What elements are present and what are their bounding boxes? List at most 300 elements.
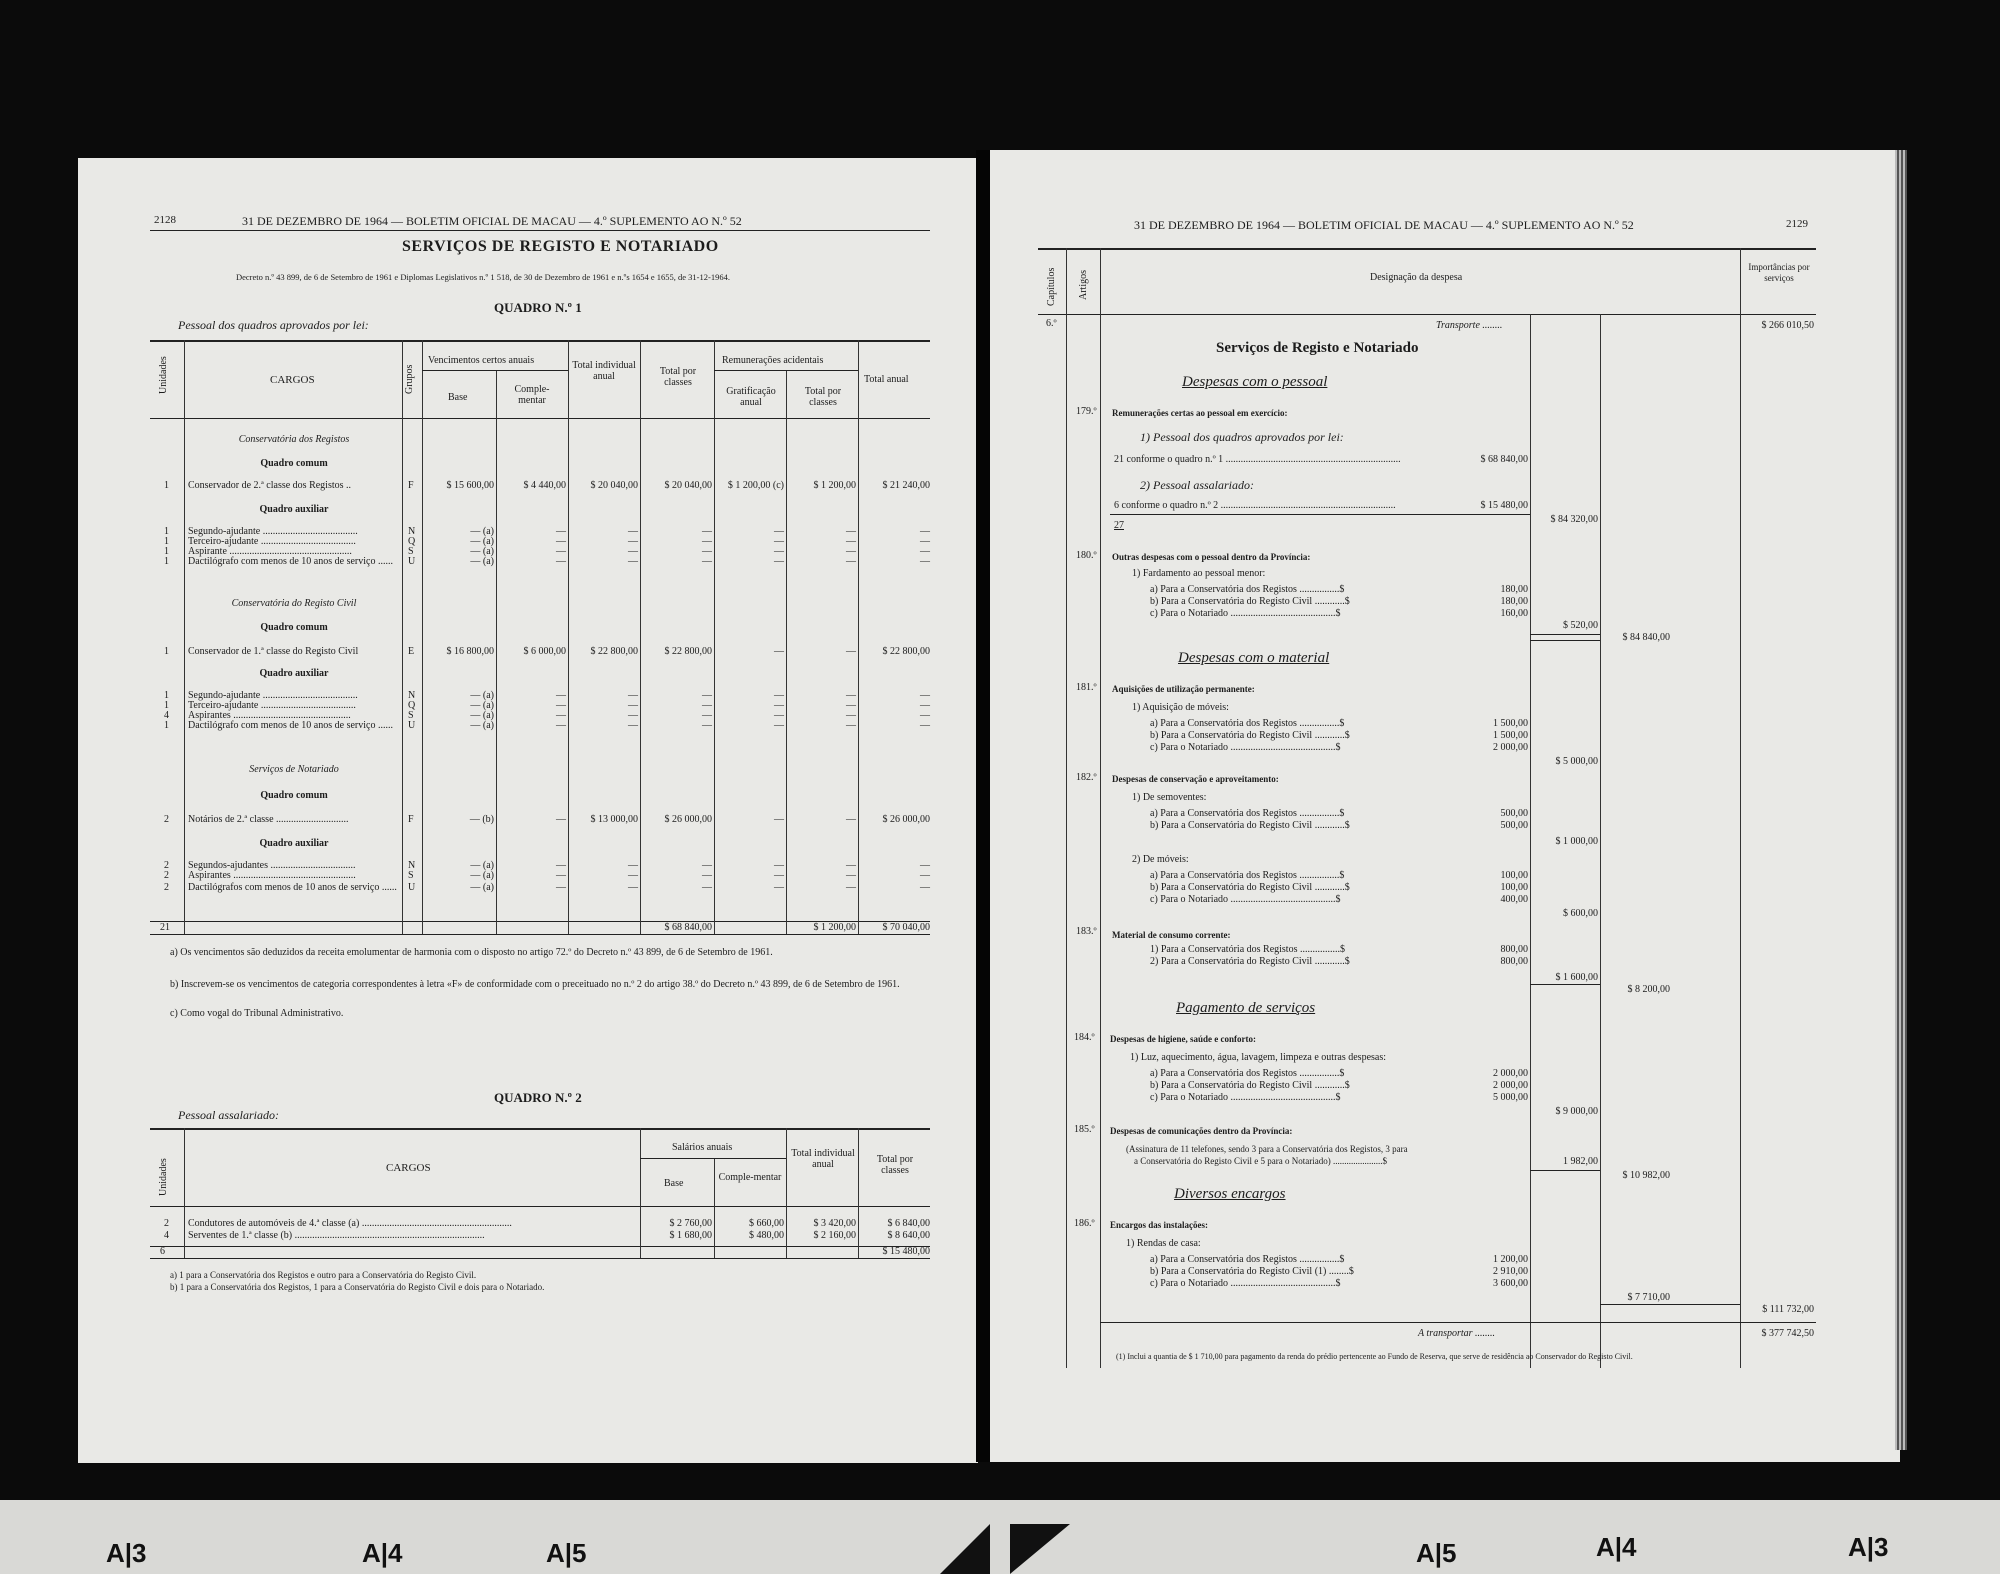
q1-cell-total-anual: — xyxy=(920,556,930,567)
q1-cell-grupo: S xyxy=(408,710,414,721)
q1-cell-unidades: 1 xyxy=(164,546,169,557)
q1-cell-complementar: — xyxy=(556,556,566,567)
article-179-line-3: 2) Pessoal assalariado: xyxy=(1140,478,1254,492)
q1-cell-grupo: F xyxy=(408,480,414,491)
q1-cell-gratificacao: — xyxy=(774,870,784,881)
article-179-line-4: 6 conforme o quadro n.º 2 ...................................................................... xyxy=(1114,500,1396,511)
q1-cell-gratificacao: — xyxy=(774,526,784,537)
q1-cell-complementar: $ 6 000,00 xyxy=(523,646,566,657)
q1-cell-total-individual: — xyxy=(628,870,638,881)
q1-header-complementar: Comple-mentar xyxy=(514,384,550,406)
q1-total-unidades: 21 xyxy=(160,922,170,933)
q1-subsection-heading: Quadro comum xyxy=(260,458,328,469)
col-designacao: Designação da despesa xyxy=(1370,272,1463,283)
film-marker: A|5 xyxy=(1416,1538,1457,1568)
article-181-title: Aquisições de utilização permanente: xyxy=(1112,684,1255,694)
film-marker: A|5 xyxy=(546,1538,587,1568)
q1-cell-unidades: 2 xyxy=(164,870,169,881)
article-184-subtotal: $ 9 000,00 xyxy=(1555,1106,1598,1117)
spine-triangle-left xyxy=(940,1524,990,1574)
q1-cell-total-classes-2: — xyxy=(846,556,856,567)
q1-cell-base: — (a) xyxy=(470,536,494,547)
q1-cell-total-anual: — xyxy=(920,546,930,557)
q1-cell-gratificacao: — xyxy=(774,700,784,711)
article-179-total: $ 84 320,00 xyxy=(1550,514,1598,525)
q1-cell-unidades: 1 xyxy=(164,690,169,701)
q2-cell-base: $ 2 760,00 xyxy=(669,1218,712,1229)
q1-cell-base: $ 15 600,00 xyxy=(446,480,494,491)
q1-header-unidades: Unidades xyxy=(158,356,169,394)
q1-header-grupos: Grupos xyxy=(404,364,415,394)
article-182-line-1: 1) De semoventes: xyxy=(1132,792,1207,803)
q1-cell-grupo: F xyxy=(408,814,414,825)
q1-cell-complementar: — xyxy=(556,710,566,721)
q1-cell-base: — (a) xyxy=(470,546,494,557)
q1-header-total-individual: Total individual anual xyxy=(572,360,636,382)
q2-cell-complementar: $ 660,00 xyxy=(749,1218,784,1229)
q1-cell-total-classes-2: — xyxy=(846,536,856,547)
article-181: 181.º xyxy=(1076,682,1097,693)
chapter-number: 6.º xyxy=(1046,318,1057,329)
transportar-value: $ 377 742,50 xyxy=(1761,1328,1814,1339)
q1-cell-total-individual: — xyxy=(628,710,638,721)
q1-cell-total-classes-2: — xyxy=(846,870,856,881)
q1-cell-total-anual: — xyxy=(920,870,930,881)
q1-header-vencimentos: Vencimentos certos anuais xyxy=(428,355,535,366)
section-pagamento-servicos: Pagamento de serviços xyxy=(1176,1000,1316,1016)
q1-cell-total-individual: — xyxy=(628,546,638,557)
q1-cell-complementar: — xyxy=(556,526,566,537)
q2-cell-cargo: Serventes de 1.ª classe (b) ............................................................................ xyxy=(188,1230,485,1241)
article-179: 179.º xyxy=(1076,406,1097,417)
expense-item-value: 180,00 xyxy=(1500,584,1528,595)
q1-subsection-heading: Quadro auxiliar xyxy=(259,668,329,679)
expense-item-label: b) Para a Conservatória do Registo Civil ............$ xyxy=(1150,820,1350,831)
q2-note-b: b) 1 para a Conservatória dos Registos, 1 para a Conservatória do Registo Civil e dois para o Notariado. xyxy=(170,1282,545,1292)
q2-total-unidades: 6 xyxy=(160,1246,165,1257)
expense-item-value: 3 600,00 xyxy=(1493,1278,1528,1289)
q1-cell-total-individual: — xyxy=(628,860,638,871)
q1-cell-total-classes: — xyxy=(702,536,712,547)
q1-total-classes-2: $ 1 200,00 xyxy=(813,922,856,933)
section-despesas-material: Despesas com o material xyxy=(1178,650,1330,666)
q1-note-a: a) Os vencimentos são deduzidos da receita emolumentar de harmonia com o disposto no artigo 72.º do Decreto n.º 43 899, de 6 de Setembro de 1961. xyxy=(170,947,773,958)
q1-cell-complementar: — xyxy=(556,882,566,893)
q1-section-heading: Conservatória dos Registos xyxy=(238,434,350,445)
article-183-subtotal: $ 1 600,00 xyxy=(1555,972,1598,983)
q1-subsection-heading: Quadro auxiliar xyxy=(259,504,329,515)
article-184-line-1: 1) Luz, aquecimento, água, lavagem, limpeza e outras despesas: xyxy=(1130,1052,1387,1063)
right-running-header: 31 DE DEZEMBRO DE 1964 — BOLETIM OFICIAL DE MACAU — 4.º SUPLEMENTO AO N.º 52 xyxy=(1134,218,1634,232)
q1-cell-unidades: 1 xyxy=(164,556,169,567)
q1-cell-cargo: Aspirantes ................................................. xyxy=(188,870,356,881)
q2-cell-total-classes: $ 6 840,00 xyxy=(887,1218,930,1229)
expense-item-label: b) Para a Conservatória do Registo Civil ............$ xyxy=(1150,1080,1350,1091)
expense-item-label: c) Para o Notariado ..........................................$ xyxy=(1150,608,1341,619)
expense-item-label: c) Para o Notariado ..........................................$ xyxy=(1150,742,1341,753)
q1-cell-total-classes: $ 22 800,00 xyxy=(664,646,712,657)
q1-cell-total-classes: — xyxy=(702,720,712,731)
expense-item-value: 180,00 xyxy=(1500,596,1528,607)
q1-cell-base: — (a) xyxy=(470,882,494,893)
article-185-subtotal: 1 982,00 xyxy=(1563,1156,1598,1167)
q2-header-unidades: Unidades xyxy=(158,1158,169,1196)
q1-cell-base: — (a) xyxy=(470,710,494,721)
q1-cell-unidades: 2 xyxy=(164,814,169,825)
q1-cell-total-anual: — xyxy=(920,526,930,537)
q1-cell-total-individual: — xyxy=(628,536,638,547)
q2-header-cargos: CARGOS xyxy=(386,1162,431,1174)
q1-cell-total-classes: — xyxy=(702,860,712,871)
q1-cell-unidades: 1 xyxy=(164,480,169,491)
article-179-count: 27 xyxy=(1114,520,1124,531)
expense-item-value: 5 000,00 xyxy=(1493,1092,1528,1103)
q1-cell-grupo: U xyxy=(408,556,416,567)
q1-cell-total-anual: — xyxy=(920,720,930,731)
q1-header-total-anual: Total anual xyxy=(864,374,909,385)
col-artigos: Artigos xyxy=(1078,270,1089,300)
q1-cell-complementar: $ 4 440,00 xyxy=(523,480,566,491)
expense-item-value: 2 000,00 xyxy=(1493,1080,1528,1091)
q1-header-total-classes: Total por classes xyxy=(659,366,697,388)
col-capitulos: Capítulos xyxy=(1046,267,1057,306)
q1-cell-cargo: Segundo-ajudante ...................................... xyxy=(188,690,358,701)
q1-cell-complementar: — xyxy=(556,870,566,881)
pessoal-total: $ 84 840,00 xyxy=(1622,632,1670,643)
article-179-value-4: $ 15 480,00 xyxy=(1480,500,1528,511)
q1-cell-unidades: 1 xyxy=(164,536,169,547)
expense-item-label: a) Para a Conservatória dos Registos ................$ xyxy=(1150,808,1345,819)
transporte-label: Transporte ........ xyxy=(1436,320,1503,331)
expense-item-label: a) Para a Conservatória dos Registos ................$ xyxy=(1150,1068,1345,1079)
q1-cell-total-anual: — xyxy=(920,700,930,711)
q1-cell-total-classes: — xyxy=(702,870,712,881)
q1-cell-gratificacao: — xyxy=(774,860,784,871)
left-page-number: 2128 xyxy=(154,214,176,226)
q1-cell-grupo: N xyxy=(408,860,416,871)
q1-cell-base: — (a) xyxy=(470,526,494,537)
expense-item-value: 100,00 xyxy=(1500,882,1528,893)
q2-header-salarios: Salários anuais xyxy=(672,1142,733,1153)
q1-cell-gratificacao: $ 1 200,00 (c) xyxy=(727,480,784,491)
expense-item-label: b) Para a Conservatória do Registo Civil (1) ........$ xyxy=(1150,1266,1354,1277)
q1-cell-complementar: — xyxy=(556,700,566,711)
q1-cell-unidades: 2 xyxy=(164,860,169,871)
book-spine xyxy=(976,150,990,1462)
q1-cell-cargo: Conservador de 2.ª classe dos Registos .. xyxy=(188,480,352,491)
q1-cell-cargo: Terceiro-ajudante ...................................... xyxy=(188,536,356,547)
q1-cell-base: — (a) xyxy=(470,690,494,701)
article-183-title: Material de consumo corrente: xyxy=(1112,930,1231,940)
article-180-subtotal: $ 520,00 xyxy=(1563,620,1598,631)
q1-cell-cargo: Aspirante ................................................. xyxy=(188,546,352,557)
spine-triangle-right xyxy=(1010,1524,1070,1574)
q2-header-total-classes: Total por classes xyxy=(876,1154,914,1176)
q1-cell-gratificacao: — xyxy=(774,546,784,557)
q1-cell-total-classes-2: — xyxy=(846,646,856,657)
q1-cell-gratificacao: — xyxy=(774,556,784,567)
expense-item-value: 500,00 xyxy=(1500,808,1528,819)
q1-section-heading: Serviços de Notariado xyxy=(249,764,339,775)
expense-item-value: 1 500,00 xyxy=(1493,718,1528,729)
expense-item-label: c) Para o Notariado ..........................................$ xyxy=(1150,894,1341,905)
q1-cell-total-individual: — xyxy=(628,700,638,711)
page-title: SERVIÇOS DE REGISTO E NOTARIADO xyxy=(402,238,719,255)
expense-item-label: 2) Para a Conservatória do Registo Civil ............$ xyxy=(1150,956,1350,967)
q1-cell-complementar: — xyxy=(556,720,566,731)
expense-item-value: 500,00 xyxy=(1500,820,1528,831)
expense-item-value: 1 200,00 xyxy=(1493,1254,1528,1265)
q1-section-heading: Conservatória do Registo Civil xyxy=(231,598,357,609)
q1-cell-gratificacao: — xyxy=(774,710,784,721)
article-179-line-2: 21 conforme o quadro n.º 1 ...................................................................... xyxy=(1114,454,1401,465)
q1-cell-total-anual: — xyxy=(920,882,930,893)
q1-cell-total-anual: — xyxy=(920,860,930,871)
q1-cell-grupo: N xyxy=(408,690,416,701)
q1-cell-base: $ 16 800,00 xyxy=(446,646,494,657)
section-diversos-encargos: Diversos encargos xyxy=(1174,1186,1286,1202)
q1-cell-total-classes: — xyxy=(702,546,712,557)
expense-item-value: 1 500,00 xyxy=(1493,730,1528,741)
q1-cell-complementar: — xyxy=(556,690,566,701)
transportar-label: A transportar ........ xyxy=(1418,1328,1496,1339)
q2-header-complementar: Comple-mentar xyxy=(718,1172,782,1183)
q1-cell-total-classes-2: — xyxy=(846,882,856,893)
expense-item-value: 400,00 xyxy=(1500,894,1528,905)
q1-cell-gratificacao: — xyxy=(774,646,784,657)
q1-cell-total-individual: — xyxy=(628,526,638,537)
q1-cell-total-anual: — xyxy=(920,710,930,721)
q1-cell-total-classes: — xyxy=(702,700,712,711)
q1-cell-complementar: — xyxy=(556,860,566,871)
expense-item-value: 100,00 xyxy=(1500,870,1528,881)
q1-cell-gratificacao: — xyxy=(774,690,784,701)
article-182-line-2: 2) De móveis: xyxy=(1132,854,1189,865)
q1-subsection-heading: Quadro auxiliar xyxy=(259,838,329,849)
q1-cell-unidades: 1 xyxy=(164,700,169,711)
q1-header-total-classes-2: Total por classes xyxy=(804,386,842,408)
q1-cell-cargo: Segundo-ajudante ...................................... xyxy=(188,526,358,537)
film-marker: A|4 xyxy=(362,1538,403,1568)
expense-item-label: b) Para a Conservatória do Registo Civil ............$ xyxy=(1150,730,1350,741)
encargos-total: $ 7 710,00 xyxy=(1627,1292,1670,1303)
q1-cell-unidades: 2 xyxy=(164,882,169,893)
q1-cell-unidades: 1 xyxy=(164,720,169,731)
q1-cell-complementar: — xyxy=(556,814,566,825)
q1-cell-total-individual: — xyxy=(628,882,638,893)
q1-cell-total-individual: — xyxy=(628,556,638,567)
q1-cell-cargo: Segundos-ajudantes .................................. xyxy=(188,860,356,871)
q1-cell-total-individual: — xyxy=(628,690,638,701)
q1-cell-grupo: N xyxy=(408,526,416,537)
q1-cell-base: — (a) xyxy=(470,720,494,731)
q1-note-c: c) Como vogal do Tribunal Administrativo. xyxy=(170,1008,344,1019)
q1-cell-total-classes: $ 20 040,00 xyxy=(664,480,712,491)
footnote: (1) Inclui a quantia de $ 1 710,00 para pagamento da renda do prédio pertencente ao Fundo de Reserva, que serve de residência ao Conservador do Registo Civil. xyxy=(1116,1352,1633,1361)
article-183: 183.º xyxy=(1076,926,1097,937)
expense-item-label: a) Para a Conservatória dos Registos ................$ xyxy=(1150,870,1345,881)
left-page xyxy=(78,158,978,1463)
article-186-line-1: 1) Rendas de casa: xyxy=(1126,1238,1201,1249)
article-181-line-1: 1) Aquisição de móveis: xyxy=(1132,702,1229,713)
article-181-subtotal: $ 5 000,00 xyxy=(1555,756,1598,767)
q1-cell-total-classes-2: $ 1 200,00 xyxy=(813,480,856,491)
expense-item-value: 2 910,00 xyxy=(1493,1266,1528,1277)
q1-cell-grupo: E xyxy=(408,646,415,657)
expense-item-label: b) Para a Conservatória do Registo Civil ............$ xyxy=(1150,882,1350,893)
expense-item-label: c) Para o Notariado ..........................................$ xyxy=(1150,1278,1341,1289)
q1-cell-total-individual: $ 13 000,00 xyxy=(590,814,638,825)
q1-cell-total-classes-2: — xyxy=(846,546,856,557)
q1-cell-grupo: Q xyxy=(408,536,416,547)
article-180-title: Outras despesas com o pessoal dentro da Província: xyxy=(1112,552,1311,562)
q2-cell-unidades: 4 xyxy=(164,1230,169,1241)
q1-cell-total-classes-2: — xyxy=(846,814,856,825)
article-186-title: Encargos das instalações: xyxy=(1110,1220,1209,1230)
q1-header-remuneracoes: Remunerações acidentais xyxy=(722,355,824,366)
expense-item-value: 800,00 xyxy=(1500,956,1528,967)
q1-cell-cargo: Dactilógrafo com menos de 10 anos de serviço ...... xyxy=(188,720,393,731)
q1-cell-total-anual: $ 22 800,00 xyxy=(882,646,930,657)
q1-cell-total-anual: — xyxy=(920,690,930,701)
expense-item-label: c) Para o Notariado ..........................................$ xyxy=(1150,1092,1341,1103)
q1-subsection-heading: Quadro comum xyxy=(260,622,328,633)
q1-cell-gratificacao: — xyxy=(774,720,784,731)
article-182-subtotal-1: $ 1 000,00 xyxy=(1555,836,1598,847)
q1-cell-total-classes-2: — xyxy=(846,860,856,871)
q1-cell-total-classes-2: — xyxy=(846,700,856,711)
article-185-line-1: (Assinatura de 11 telefones, sendo 3 para a Conservatória dos Registos, 3 para xyxy=(1126,1144,1408,1154)
article-179-line-1: 1) Pessoal dos quadros aprovados por lei: xyxy=(1140,430,1344,444)
q1-cell-base: — (a) xyxy=(470,870,494,881)
q1-cell-total-classes: — xyxy=(702,556,712,567)
quadro-1-title: QUADRO N.º 1 xyxy=(494,300,582,315)
q1-cell-complementar: — xyxy=(556,536,566,547)
right-page-number: 2129 xyxy=(1786,218,1808,230)
left-running-header: 31 DE DEZEMBRO DE 1964 — BOLETIM OFICIAL DE MACAU — 4.º SUPLEMENTO AO N.º 52 xyxy=(242,214,742,228)
q1-cell-total-anual: — xyxy=(920,536,930,547)
q2-total-classes: $ 15 480,00 xyxy=(882,1246,930,1257)
q1-cell-grupo: U xyxy=(408,720,416,731)
q1-cell-gratificacao: — xyxy=(774,814,784,825)
q1-cell-cargo: Dactilógrafos com menos de 10 anos de serviço ...... xyxy=(188,882,397,893)
service-total: $ 111 732,00 xyxy=(1762,1304,1814,1315)
q2-cell-total-classes: $ 8 640,00 xyxy=(887,1230,930,1241)
q2-cell-unidades: 2 xyxy=(164,1218,169,1229)
article-182-subtotal-2: $ 600,00 xyxy=(1563,908,1598,919)
q1-cell-total-classes-2: — xyxy=(846,526,856,537)
transporte-value: $ 266 010,50 xyxy=(1761,320,1814,331)
material-total: $ 8 200,00 xyxy=(1627,984,1670,995)
article-186: 186.º xyxy=(1074,1218,1095,1229)
q1-cell-total-individual: $ 22 800,00 xyxy=(590,646,638,657)
q1-cell-complementar: — xyxy=(556,546,566,557)
quadro-2-caption: Pessoal assalariado: xyxy=(178,1108,280,1122)
q1-cell-grupo: Q xyxy=(408,700,416,711)
q1-cell-total-anual: $ 26 000,00 xyxy=(882,814,930,825)
q1-cell-total-classes: — xyxy=(702,526,712,537)
quadro-2-title: QUADRO N.º 2 xyxy=(494,1090,582,1105)
q1-cell-total-classes: — xyxy=(702,882,712,893)
q2-note-a: a) 1 para a Conservatória dos Registos e outro para a Conservatória do Registo Civil. xyxy=(170,1270,477,1280)
q1-cell-total-individual: $ 20 040,00 xyxy=(590,480,638,491)
q1-cell-base: — (a) xyxy=(470,860,494,871)
q1-cell-grupo: S xyxy=(408,870,414,881)
q2-cell-base: $ 1 680,00 xyxy=(669,1230,712,1241)
q1-header-base: Base xyxy=(448,392,468,403)
expense-item-label: a) Para a Conservatória dos Registos ................$ xyxy=(1150,584,1345,595)
q1-header-cargos: CARGOS xyxy=(270,374,315,386)
q2-header-total-individual: Total individual anual xyxy=(791,1148,855,1170)
q2-cell-cargo: Condutores de automóveis de 4.ª classe (a) ............................................................ xyxy=(188,1218,512,1229)
q1-cell-gratificacao: — xyxy=(774,882,784,893)
q2-header-base: Base xyxy=(664,1178,684,1189)
servicos-total: $ 10 982,00 xyxy=(1622,1170,1670,1181)
q1-cell-grupo: U xyxy=(408,882,416,893)
article-179-title: Remunerações certas ao pessoal em exercício: xyxy=(1112,408,1288,418)
q1-cell-base: — (a) xyxy=(470,700,494,711)
q1-cell-total-classes-2: — xyxy=(846,720,856,731)
q1-cell-cargo: Dactilógrafo com menos de 10 anos de serviço ...... xyxy=(188,556,393,567)
section-despesas-pessoal: Despesas com o pessoal xyxy=(1182,374,1328,390)
q1-cell-unidades: 1 xyxy=(164,526,169,537)
q1-cell-total-classes: — xyxy=(702,710,712,721)
film-marker: A|4 xyxy=(1596,1532,1637,1562)
article-184-title: Despesas de higiene, saúde e conforto: xyxy=(1110,1034,1256,1044)
q1-cell-unidades: 1 xyxy=(164,646,169,657)
article-179-value-2: $ 68 840,00 xyxy=(1480,454,1528,465)
expense-item-value: 2 000,00 xyxy=(1493,1068,1528,1079)
q1-cell-base: — (a) xyxy=(470,556,494,567)
q1-cell-total-anual: $ 21 240,00 xyxy=(882,480,930,491)
q1-cell-cargo: Conservador de 1.ª classe do Registo Civil xyxy=(188,646,359,657)
expense-item-label: a) Para a Conservatória dos Registos ................$ xyxy=(1150,1254,1345,1265)
q1-subsection-heading: Quadro comum xyxy=(260,790,328,801)
expense-item-value: 800,00 xyxy=(1500,944,1528,955)
article-180: 180.º xyxy=(1076,550,1097,561)
q1-cell-gratificacao: — xyxy=(774,536,784,547)
film-bottom-strip xyxy=(0,1500,2000,1574)
q1-cell-cargo: Terceiro-ajudante ...................................... xyxy=(188,700,356,711)
expense-item-value: 160,00 xyxy=(1500,608,1528,619)
article-182: 182.º xyxy=(1076,772,1097,783)
q1-cell-cargo: Notários de 2.ª classe ............................. xyxy=(188,814,349,825)
q1-total-classes: $ 68 840,00 xyxy=(664,922,712,933)
service-title: Serviços de Registo e Notariado xyxy=(1216,340,1419,356)
expense-item-label: 1) Para a Conservatória dos Registos ................$ xyxy=(1150,944,1345,955)
article-182-title: Despesas de conservação e aproveitamento: xyxy=(1112,774,1279,784)
page-edges xyxy=(1895,150,1907,1450)
expense-item-value: 2 000,00 xyxy=(1493,742,1528,753)
article-180-line-1: 1) Fardamento ao pessoal menor: xyxy=(1132,568,1266,579)
article-185: 185.º xyxy=(1074,1124,1095,1135)
q2-cell-total-individual: $ 3 420,00 xyxy=(813,1218,856,1229)
q1-note-b: b) Inscrevem-se os vencimentos de categoria correspondentes à letra «F» de conformidade com o preceituado no n.º 2 do artigo 38.º do Decreto n.º 43 899, de 6 de Setembro de 1961. xyxy=(170,979,900,990)
quadro-1-caption: Pessoal dos quadros aprovados por lei: xyxy=(178,318,369,332)
expense-item-label: a) Para a Conservatória dos Registos ................$ xyxy=(1150,718,1345,729)
q1-cell-total-individual: — xyxy=(628,720,638,731)
film-marker: A|3 xyxy=(106,1538,147,1568)
q1-cell-total-classes: $ 26 000,00 xyxy=(664,814,712,825)
q1-cell-base: — (b) xyxy=(469,814,494,825)
q1-cell-unidades: 4 xyxy=(164,710,169,721)
article-185-title: Despesas de comunicações dentro da Província: xyxy=(1110,1126,1293,1136)
article-184: 184.º xyxy=(1074,1032,1095,1043)
film-marker: A|3 xyxy=(1848,1532,1889,1562)
expense-item-label: b) Para a Conservatória do Registo Civil ............$ xyxy=(1150,596,1350,607)
q1-total-anual: $ 70 040,00 xyxy=(882,922,930,933)
q1-cell-total-classes: — xyxy=(702,690,712,701)
